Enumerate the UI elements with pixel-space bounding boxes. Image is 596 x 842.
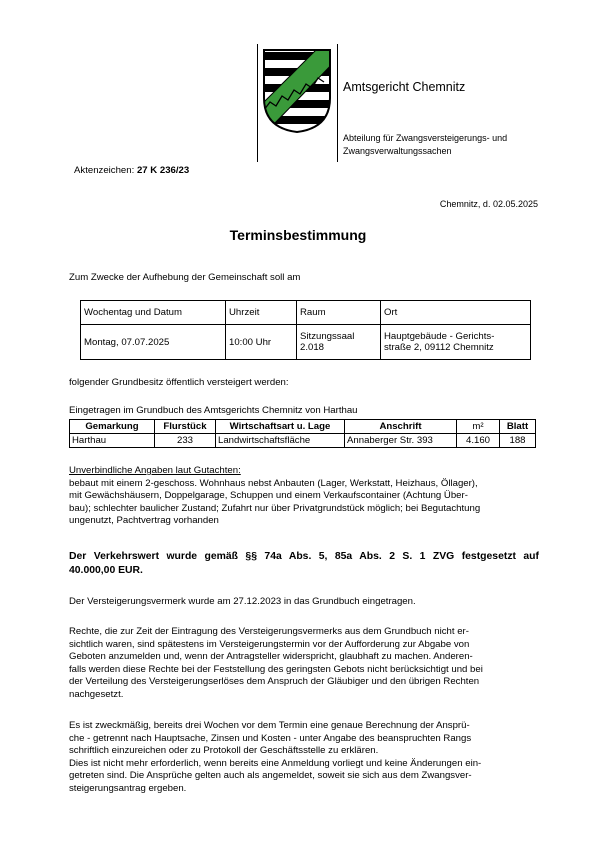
place-date: Chemnitz, d. 02.05.2025 <box>439 199 538 209</box>
land-header-area: m² <box>457 420 500 434</box>
saxony-coat-of-arms-icon <box>262 48 332 134</box>
schedule-date: Montag, 07.07.2025 <box>81 325 226 360</box>
schedule-header-time: Uhrzeit <box>226 301 297 325</box>
appraisal-block <box>69 465 539 528</box>
appraisal-line-3: bau); schlechter baulicher Zustand; Zufahrt nur über Privatgrundstück möglich; bei Begutachtung <box>69 502 481 514</box>
schedule-place <box>381 325 531 360</box>
land-header-blatt: Blatt <box>500 420 536 434</box>
land-header-flurstueck: Flurstück <box>155 420 216 434</box>
court-name: Amtsgericht Chemnitz <box>343 80 466 94</box>
rights-line-2: sichtlich waren, sind spätestens im Versteigerungstermin vor der Aufforderung zur Abgabe von <box>69 638 470 650</box>
land-register-header-row <box>70 420 536 434</box>
land-register-row <box>70 434 536 448</box>
rights-line-3: Geboten anzumelden und, wenn der Antragsteller widerspricht, glaubhaft zu machen. Anderen- <box>69 651 473 663</box>
schedule-header-date: Wochentag und Datum <box>81 301 226 325</box>
appraisal-line-2: mit Gewächshäusern, Doppelgarage, Schuppen und einem Verkaufscontainer (Achtung Über- <box>69 490 468 502</box>
rights-line-4: falls werden diese Rechte bei der Feststellung des geringsten Gebots nicht berücksichtigt und bei <box>69 663 483 675</box>
rights-line-1: Rechte, die zur Zeit der Eintragung des Versteigerungsvermerks aus dem Grundbuch nicht er- <box>69 626 469 637</box>
schedule-header-row <box>81 301 531 325</box>
header-rule-right <box>337 44 338 162</box>
advice-line-5: getreten sind. Die Ansprüche gelten auch als angemeldet, soweit sie sich aus dem Zwangsver- <box>69 770 472 782</box>
advice-line-3: schriftlich einzureichen oder zu Protokoll der Geschäftsstelle zu erklären. <box>69 745 379 757</box>
intro-text: Zum Zwecke der Aufhebung der Gemeinschaft soll am <box>69 272 301 283</box>
header-rule-left <box>257 44 258 162</box>
schedule-time: 10:00 Uhr <box>226 325 297 360</box>
land-area: 4.160 <box>457 434 500 448</box>
market-value-line-1: Der Verkehrswert wurde gemäß §§ 74a Abs. 5, 85a Abs. 2 S. 1 ZVG festgesetzt auf <box>69 551 539 562</box>
land-flurstueck: 233 <box>155 434 216 448</box>
department-line-2: Zwangsverwaltungssachen <box>343 146 452 156</box>
schedule-table <box>80 300 531 360</box>
schedule-row <box>81 325 531 360</box>
schedule-room-line-2: 2.018 <box>300 342 325 353</box>
rights-line-6: nachgesetzt. <box>69 688 124 700</box>
land-header-wirtschaftsart: Wirtschaftsart u. Lage <box>216 420 345 434</box>
land-header-gemarkung: Gemarkung <box>70 420 155 434</box>
advice-line-1: Es ist zweckmäßig, bereits drei Wochen vor dem Termin eine genaue Berechnung der Ansprü- <box>69 720 470 731</box>
land-register-table <box>69 419 536 448</box>
registration-note: Der Versteigerungsvermerk wurde am 27.12.2023 in das Grundbuch eingetragen. <box>69 596 416 607</box>
file-reference-label: Aktenzeichen: <box>74 165 137 176</box>
land-anschrift: Annaberger Str. 393 <box>345 434 457 448</box>
rights-line-5: der Verteilung des Versteigerungserlöses dem Anspruch der Gläubiger und den übrigen Rechten <box>69 676 480 688</box>
schedule-header-place: Ort <box>381 301 531 325</box>
advice-line-4: Dies ist nicht mehr erforderlich, wenn bereits eine Anmeldung vorliegt und keine Änderungen ein- <box>69 757 482 769</box>
schedule-room <box>297 325 381 360</box>
file-reference-value: 27 K 236/23 <box>136 165 190 176</box>
page-title: Terminsbestimmung <box>229 227 367 243</box>
land-register-caption: Eingetragen im Grundbuch des Amtsgerichts Chemnitz von Harthau <box>69 405 358 416</box>
appraisal-line-4: ungenutzt, Pachtvertrag vorhanden <box>69 515 219 527</box>
land-blatt: 188 <box>500 434 536 448</box>
schedule-header-room: Raum <box>297 301 381 325</box>
land-wirtschaftsart: Landwirtschaftsfläche <box>216 434 345 448</box>
advice-line-6: steigerungsantrag ergeben. <box>69 782 187 794</box>
land-header-anschrift: Anschrift <box>345 420 457 434</box>
schedule-room-line-1: Sitzungssaal <box>300 331 355 342</box>
appraisal-line-1: bebaut mit einem 2-geschoss. Wohnhaus nebst Anbauten (Lager, Werkstatt, Heizhaus, Öllager), <box>69 477 478 489</box>
advice-line-2: che - getrennt nach Hauptsache, Zinsen und Kosten - unter Angabe des beanspruchten Rangs <box>69 732 472 744</box>
schedule-place-line-1: Hauptgebäude - Gerichts- <box>384 331 495 342</box>
advice-paragraph <box>69 720 539 796</box>
market-value-block <box>69 550 539 578</box>
file-reference <box>74 165 189 177</box>
market-value-line-2: 40.000,00 EUR. <box>69 565 143 576</box>
schedule-place-line-2: straße 2, 09112 Chemnitz <box>384 342 494 353</box>
auction-line: folgender Grundbesitz öffentlich versteigert werden: <box>69 377 289 388</box>
land-gemarkung: Harthau <box>70 434 155 448</box>
rights-paragraph <box>69 626 539 702</box>
appraisal-heading: Unverbindliche Angaben laut Gutachten: <box>69 465 241 476</box>
department-line-1: Abteilung für Zwangsversteigerungs- und <box>343 133 508 143</box>
